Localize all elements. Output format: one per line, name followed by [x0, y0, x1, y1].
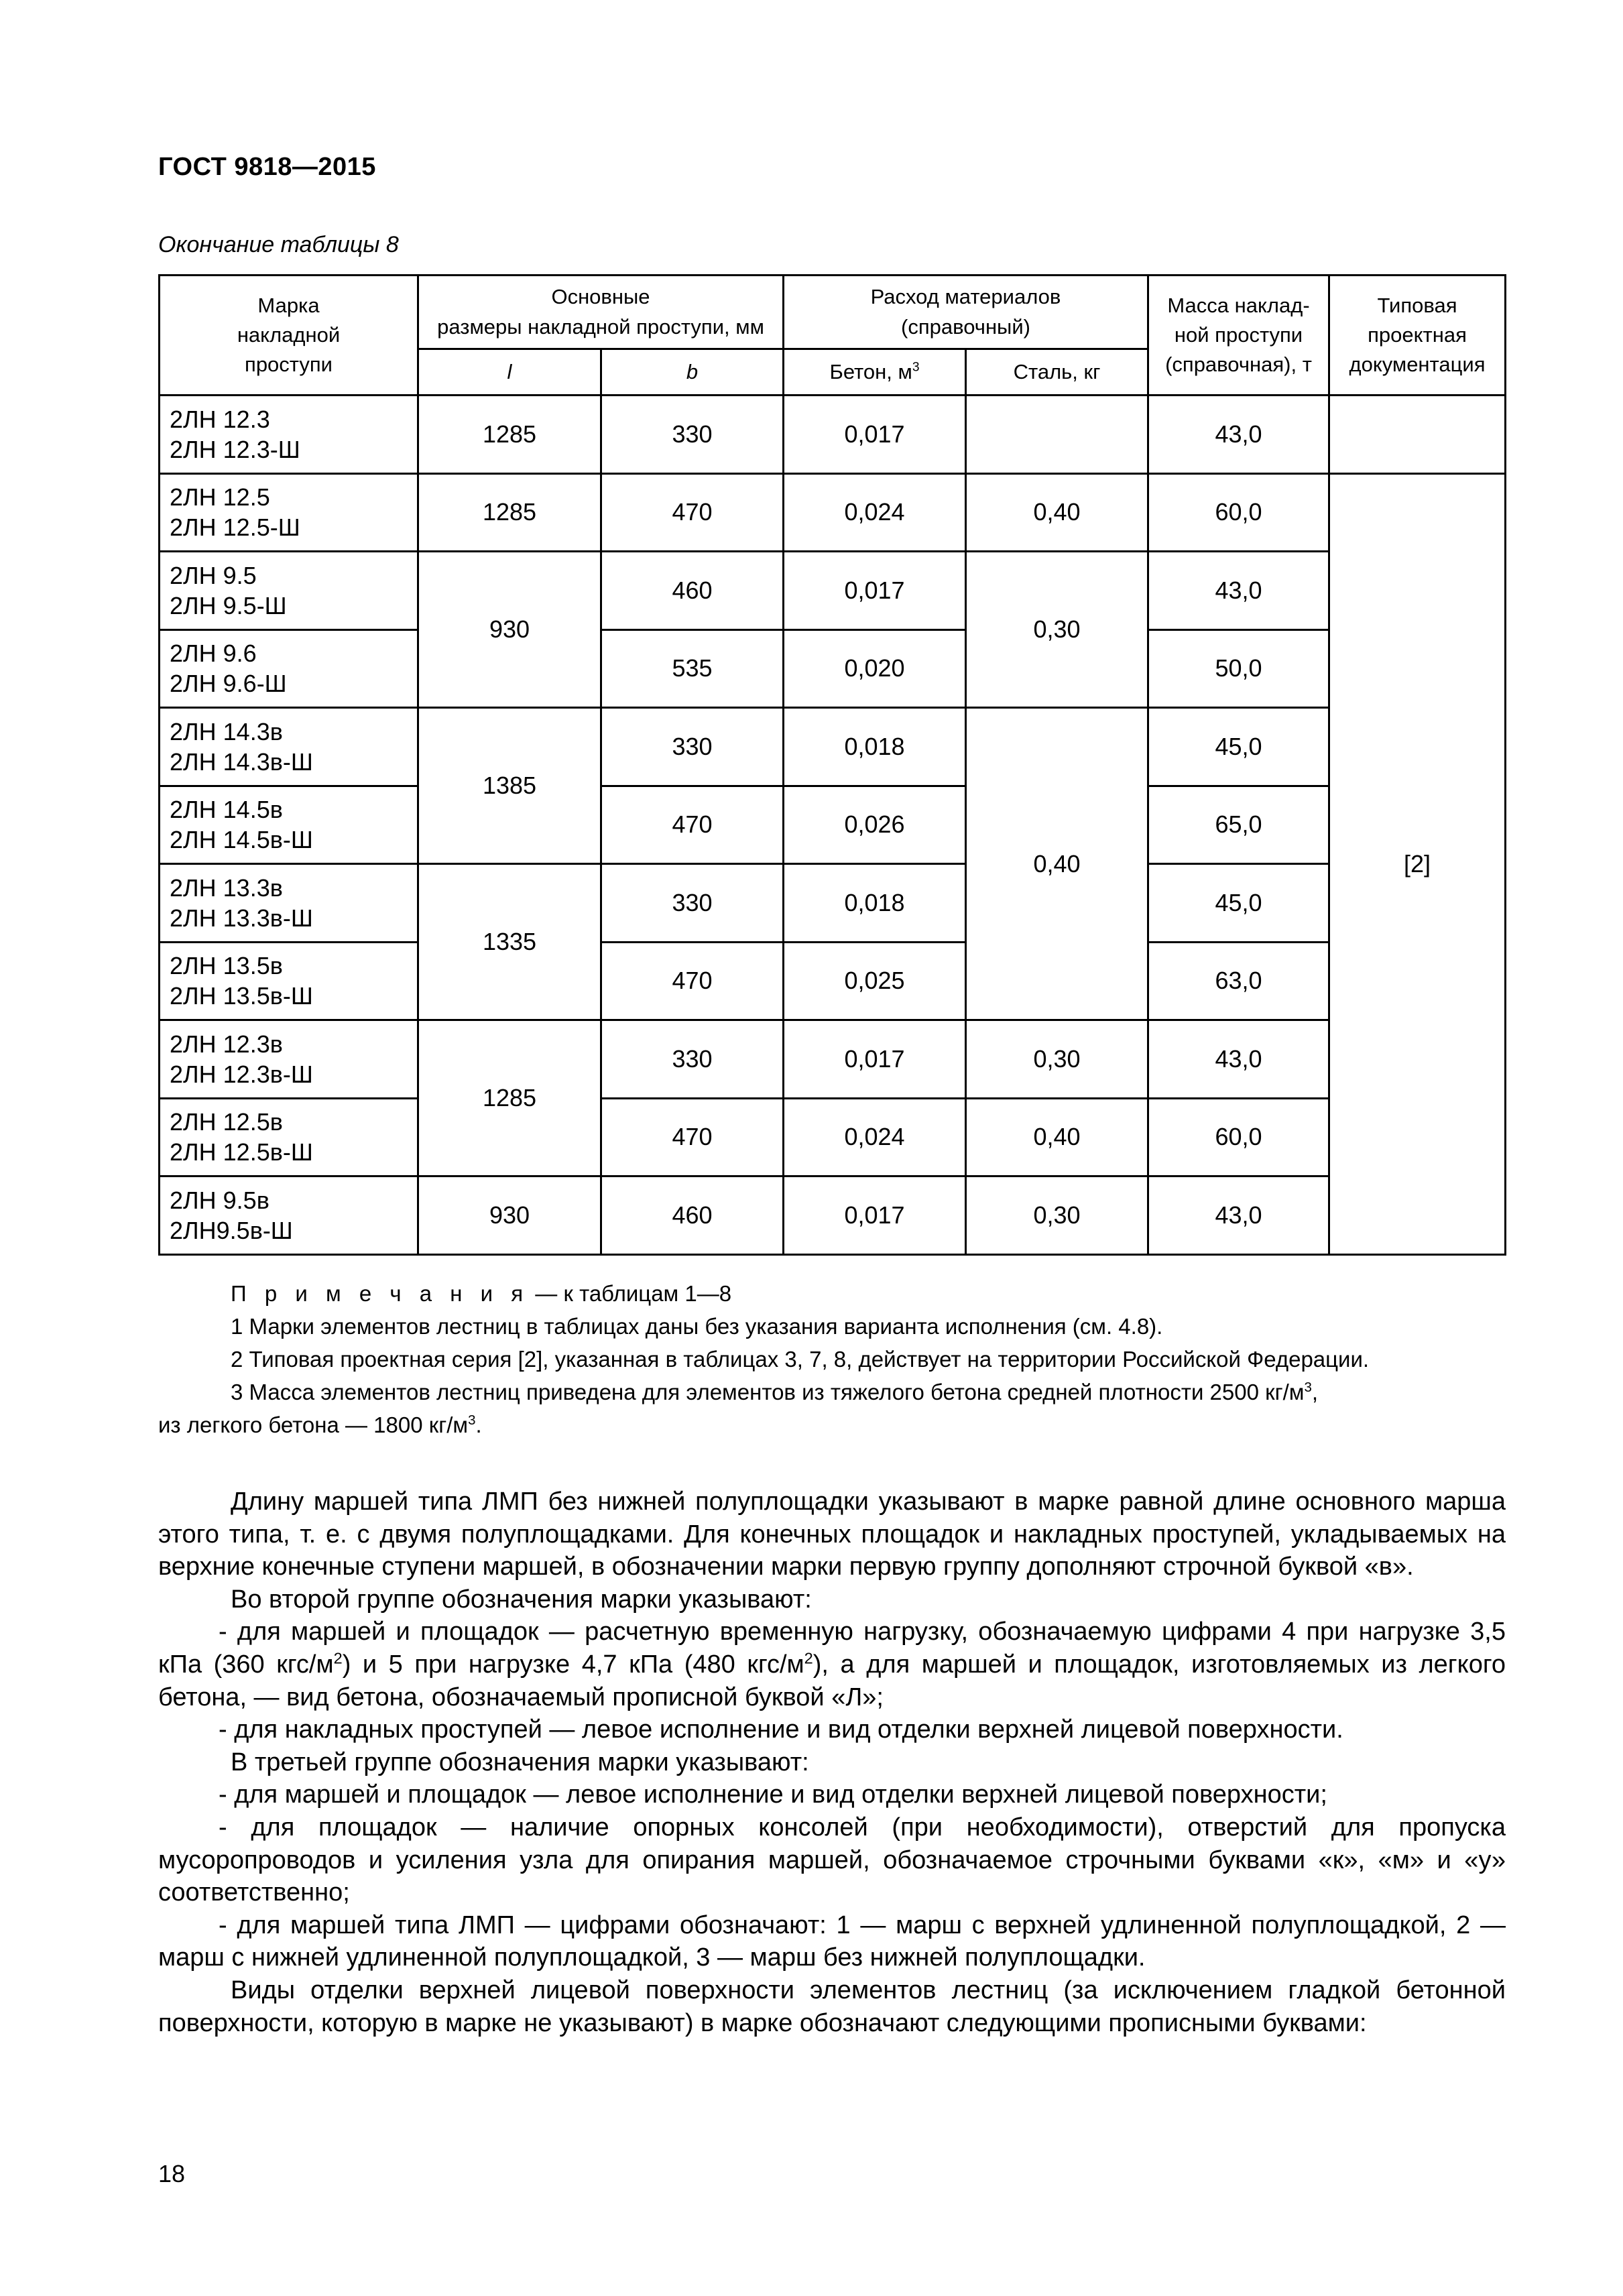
cell-l: 930 [418, 1176, 601, 1255]
table-row [160, 786, 1506, 864]
cell-concrete: 0,025 [784, 942, 966, 1020]
cell-mark: 2ЛН 12.3 2ЛН 12.3-Ш [160, 396, 418, 474]
cell-mark: 2ЛН 9.5в 2ЛН9.5в-Ш [160, 1176, 418, 1255]
cell-l: 1335 [418, 864, 601, 1020]
cell-concrete: 0,024 [784, 1098, 966, 1176]
table-row [160, 708, 1506, 786]
cell-b: 460 [601, 1176, 784, 1255]
cell-mass: 63,0 [1148, 942, 1329, 1020]
table-caption: Окончание таблицы 8 [158, 232, 399, 257]
cell-l: 930 [418, 552, 601, 708]
paragraph: Длину маршей типа ЛМП без нижней полуплощадки указывают в марке равной длине основного марша этого типа, т. е. с двумя полуплощадками. Для конечных площадок и накладных проступей, укладываемых на верхние конечные ступени маршей, в обозначении марки первую группу дополняют строчной буквой «в». [158, 1488, 1506, 1581]
table-row [160, 1098, 1506, 1176]
cell-mark: 2ЛН 12.5в 2ЛН 12.5в-Ш [160, 1098, 418, 1176]
cell-b: 330 [601, 708, 784, 786]
cell-mass: 50,0 [1148, 629, 1329, 708]
paragraph: Во второй группе обозначения марки указывают: [231, 1585, 812, 1614]
cell-concrete: 0,017 [784, 1020, 966, 1099]
header-materials: Расход материалов (справочный) [784, 276, 1148, 349]
cell-steel: 0,30 [966, 1020, 1148, 1099]
cell-typedoc-ref: [2] [1329, 473, 1506, 1254]
cell-b: 470 [601, 1098, 784, 1176]
cell-mass: 60,0 [1148, 473, 1329, 552]
paragraph: Виды отделки верхней лицевой поверхности элементов лестниц (за исключением гладкой бетонной поверхности, которую в марке не указывают) в марке обозначают следующими прописными буквами: [158, 1976, 1506, 2037]
cell-l: 1285 [418, 1020, 601, 1176]
header-type-documentation: Типовая проектная документация [1329, 276, 1506, 396]
cell-steel [966, 396, 1148, 474]
cell-b: 330 [601, 1020, 784, 1099]
table-row [160, 864, 1506, 943]
header-mark: Марка накладной проступи [160, 276, 418, 396]
header-steel: Сталь, кг [966, 349, 1148, 396]
paragraph: - для маршей типа ЛМП — цифрами обозначают: 1 — марш с верхней удлиненной полуплощадкой, 2 — марш с нижней удлиненной полуплощадкой, 3 — марш без нижней полуплощадки. [158, 1911, 1506, 1972]
cell-b: 470 [601, 942, 784, 1020]
paragraph: - для маршей и площадок — расчетную временную нагрузку, обозначаемую цифрами 4 при нагрузке 3,5 кПа (360 кгс/$м^2$) и 5 при нагрузке 4,7 кПа (480 кгс/$м^2$), а для маршей и площадок, изготовляемых из легкого бетона, — вид бетона, обозначаемый прописной буквой «Л»; [158, 1618, 1506, 1711]
cell-concrete: 0,018 [784, 708, 966, 786]
cell-concrete: 0,017 [784, 552, 966, 630]
header-dim-l: l [418, 349, 601, 396]
document-header: ГОСТ 9818—2015 [158, 153, 376, 181]
cell-mass: 43,0 [1148, 552, 1329, 630]
cell-concrete: 0,024 [784, 473, 966, 552]
cell-mass: 43,0 [1148, 396, 1329, 474]
cell-mass: 45,0 [1148, 864, 1329, 943]
cell-mass: 43,0 [1148, 1020, 1329, 1099]
table-row [160, 396, 1506, 474]
notes-title: П р и м е ч а н и я — к таблицам 1—8 [231, 1281, 732, 1306]
cell-steel: 0,30 [966, 1176, 1148, 1255]
cell-mark: 2ЛН 13.3в 2ЛН 13.3в-Ш [160, 864, 418, 943]
note-item-continuation: из легкого бетона — 1800 $кг/м^3$. [158, 1412, 482, 1437]
cell-concrete: 0,020 [784, 629, 966, 708]
cell-b: 460 [601, 552, 784, 630]
cell-steel: 0,40 [966, 1098, 1148, 1176]
note-item: 3 Масса элементов лестниц приведена для элементов из тяжелого бетона средней плотности 2500 $кг/м^3$, [231, 1380, 1319, 1404]
header-dimensions: Основные размеры накладной проступи, мм [418, 276, 784, 349]
cell-concrete: 0,026 [784, 786, 966, 864]
cell-mass: 45,0 [1148, 708, 1329, 786]
table-row [160, 473, 1506, 552]
note-item: 1 Марки элементов лестниц в таблицах даны без указания варианта исполнения (см. 4.8). [231, 1314, 1163, 1339]
header-mass: Масса наклад- ной проступи (справочная), т [1148, 276, 1329, 396]
header-concrete: Бетон, $м^3$ [784, 349, 966, 396]
page-number: 18 [158, 2160, 186, 2187]
notes-block [158, 1277, 1506, 1441]
cell-concrete: 0,017 [784, 1176, 966, 1255]
note-item: 2 Типовая проектная серия [2], указанная в таблицах 3, 7, 8, действует на территории Российской Федерации. [231, 1347, 1370, 1372]
cell-l: 1385 [418, 708, 601, 864]
cell-l: 1285 [418, 473, 601, 552]
table-row [160, 552, 1506, 630]
cell-mass: 65,0 [1148, 786, 1329, 864]
cell-mark: 2ЛН 12.3в 2ЛН 12.3в-Ш [160, 1020, 418, 1099]
cell-b: 330 [601, 396, 784, 474]
cell-typedoc [1329, 396, 1506, 474]
cell-steel: 0,40 [966, 473, 1148, 552]
cell-mark: 2ЛН 9.5 2ЛН 9.5-Ш [160, 552, 418, 630]
table-row [160, 629, 1506, 708]
paragraph: В третьей группе обозначения марки указывают: [231, 1748, 809, 1776]
cell-b: 470 [601, 786, 784, 864]
cell-steel: 0,40 [966, 708, 1148, 1020]
cell-concrete: 0,018 [784, 864, 966, 943]
body-text [158, 1486, 1506, 2039]
cell-b: 470 [601, 473, 784, 552]
table-row [160, 1020, 1506, 1099]
cell-mark: 2ЛН 12.5 2ЛН 12.5-Ш [160, 473, 418, 552]
table-row [160, 1176, 1506, 1255]
cell-mark: 2ЛН 14.5в 2ЛН 14.5в-Ш [160, 786, 418, 864]
cell-steel: 0,30 [966, 552, 1148, 708]
paragraph: - для маршей и площадок — левое исполнение и вид отделки верхней лицевой поверхности; [219, 1780, 1327, 1809]
cell-mark: 2ЛН 9.6 2ЛН 9.6-Ш [160, 629, 418, 708]
header-dim-b: b [601, 349, 784, 396]
spec-table [158, 274, 1506, 1256]
cell-l: 1285 [418, 396, 601, 474]
cell-b: 535 [601, 629, 784, 708]
table-row [160, 942, 1506, 1020]
cell-concrete: 0,017 [784, 396, 966, 474]
cell-b: 330 [601, 864, 784, 943]
cell-mass: 60,0 [1148, 1098, 1329, 1176]
cell-mark: 2ЛН 14.3в 2ЛН 14.3в-Ш [160, 708, 418, 786]
cell-mass: 43,0 [1148, 1176, 1329, 1255]
cell-mark: 2ЛН 13.5в 2ЛН 13.5в-Ш [160, 942, 418, 1020]
paragraph: - для площадок — наличие опорных консолей (при необходимости), отверстий для пропуска мусоропроводов и усиления узла для опирания маршей, обозначаемое строчными буквами «к», «м» и «у» соответственно; [158, 1813, 1506, 1907]
paragraph: - для накладных проступей — левое исполнение и вид отделки верхней лицевой поверхности. [219, 1715, 1343, 1744]
